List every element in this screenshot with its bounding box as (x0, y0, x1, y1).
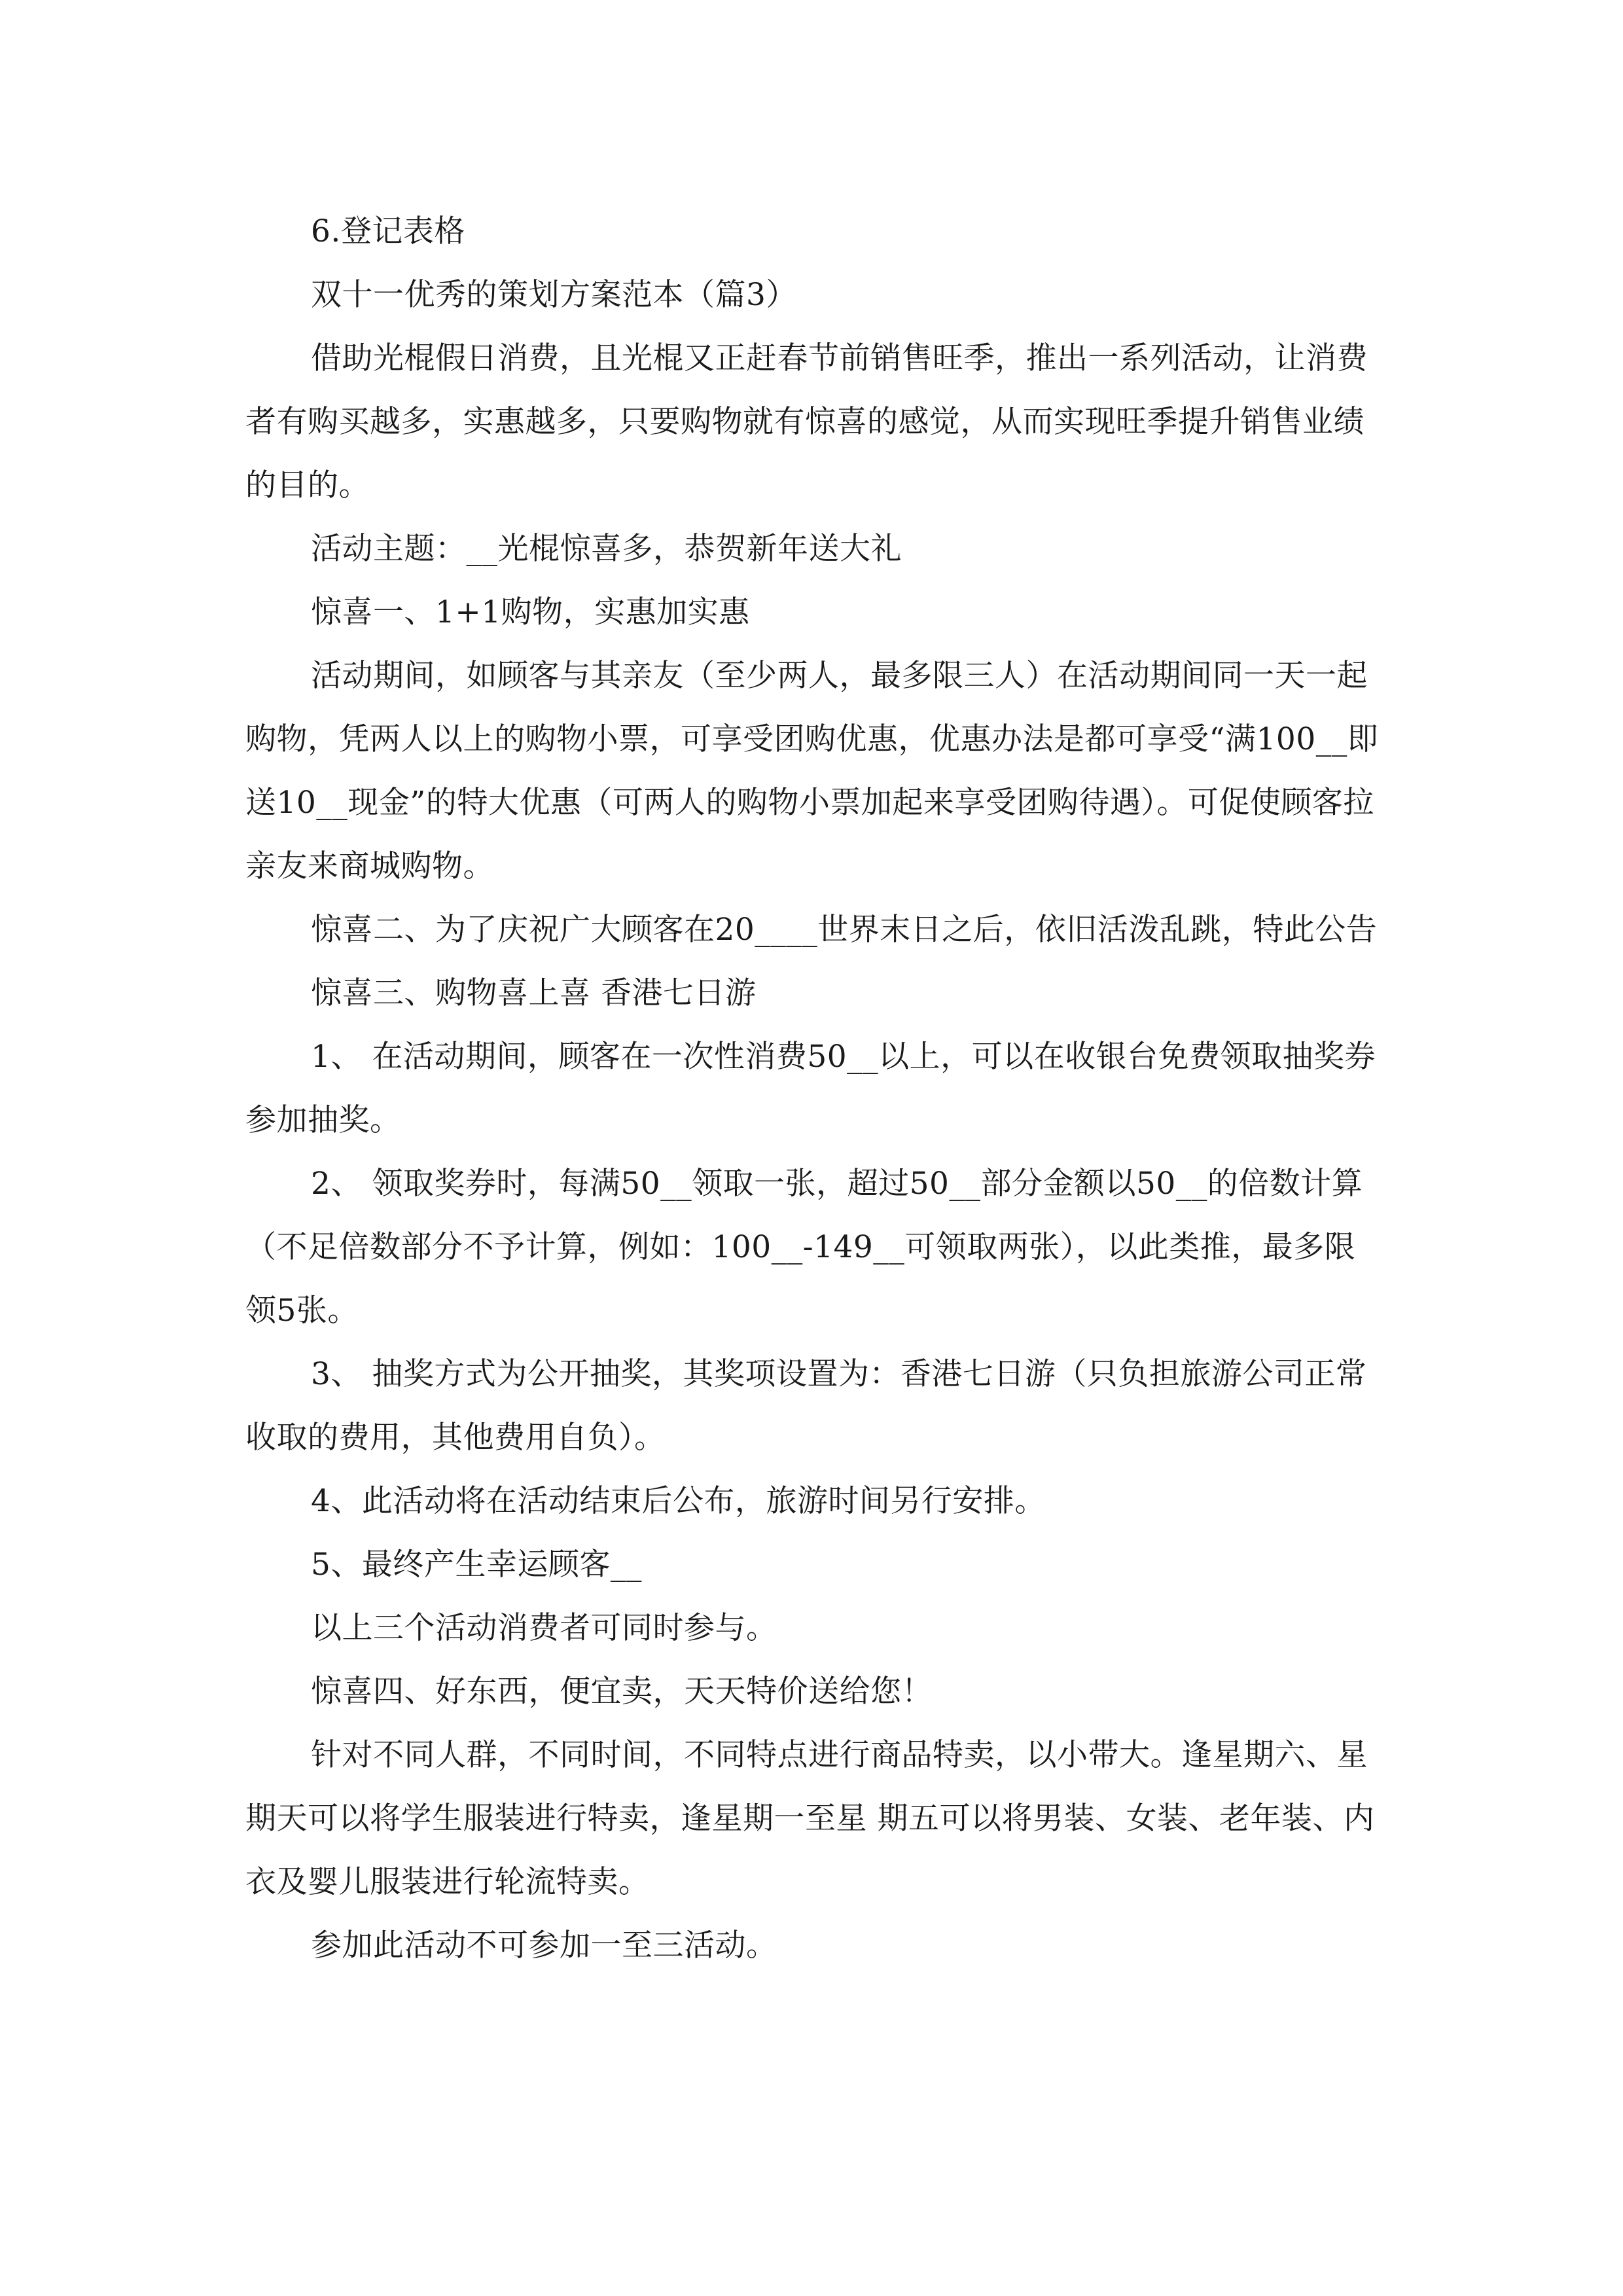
document-body (245, 200, 1381, 1977)
list-item-5: 5、最终产生幸运顾客__ (311, 1547, 642, 1583)
paragraph-surprise-three: 惊喜三、购物喜上喜 香港七日游 (311, 975, 757, 1011)
paragraph-intro: 借助光棍假日消费，且光棍又正赶春节前销售旺季，推出一系列活动，让消费者有购买越多，实惠越多，只要购物就有惊喜的感觉，从而实现旺季提升销售业绩的目的。 (245, 340, 1368, 503)
paragraph-surprise-two: 惊喜二、为了庆祝广大顾客在20____世界末日之后，依旧活泼乱跳，特此公告 (311, 912, 1378, 948)
paragraph-surprise-one: 惊喜一、1+1购物，实惠加实惠 (311, 594, 750, 630)
paragraph-exclusion-note: 参加此活动不可参加一至三活动。 (311, 1928, 777, 1964)
paragraph-special-sale: 针对不同人群，不同时间，不同特点进行商品特卖，以小带大。逢星期六、星期天可以将学生服装进行特卖，逢星期一至星 期五可以将男装、女装、老年装、内衣及婴儿服装进行轮流特卖。 (245, 1737, 1375, 1900)
paragraph-participation-note: 以上三个活动消费者可同时参与。 (311, 1610, 777, 1646)
list-item-2: 2、 领取奖券时，每满50__领取一张，超过50__部分金额以50__的倍数计算（不足倍数部分不予计算，例如：100__-149__可领取两张），以此类推，最多限领5张。 (245, 1166, 1363, 1329)
list-item-4: 4、此活动将在活动结束后公布，旅游时间另行安排。 (311, 1483, 1046, 1519)
section-heading: 双十一优秀的策划方案范本（篇3） (311, 277, 797, 313)
paragraph-theme: 活动主题：__光棍惊喜多，恭贺新年送大礼 (311, 531, 902, 567)
paragraph-surprise-four: 惊喜四、好东西，便宜卖，天天特价送给您！ (311, 1674, 933, 1710)
paragraph-registration-form: 6.登记表格 (311, 213, 465, 249)
paragraph-group-purchase: 活动期间，如顾客与其亲友（至少两人，最多限三人）在活动期间同一天一起购物，凭两人以上的购物小票，可享受团购优惠，优惠办法是都可享受“满100__即送10__现金”的特大优惠（可两人的购物小票加起来享受团购待遇）。可促使顾客拉亲友来商城购物。 (245, 658, 1379, 884)
list-item-1: 1、 在活动期间，顾客在一次性消费50__以上，可以在收银台免费领取抽奖券参加抽奖。 (245, 1039, 1376, 1138)
list-item-3: 3、 抽奖方式为公开抽奖，其奖项设置为：香港七日游（只负担旅游公司正常收取的费用，其他费用自负）。 (245, 1356, 1367, 1456)
